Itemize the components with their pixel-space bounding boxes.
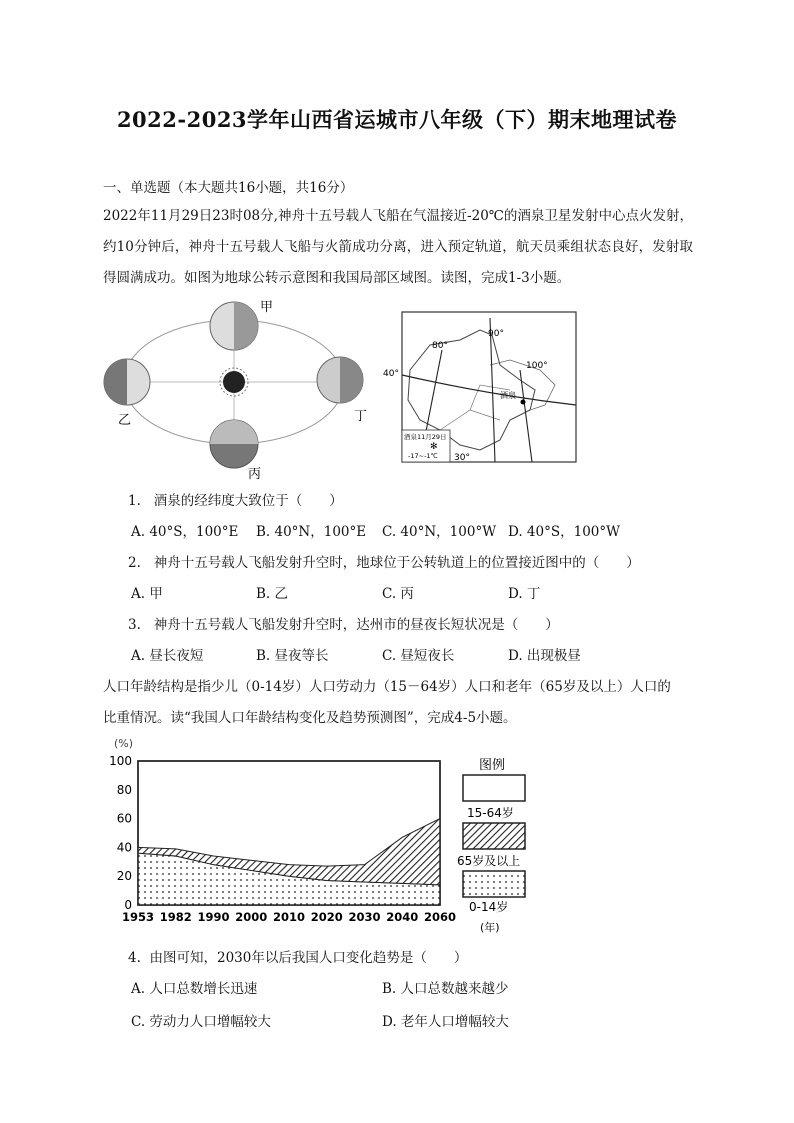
label-yi: 乙 bbox=[118, 413, 132, 428]
svg-text:酒泉11月29日: 酒泉11月29日 bbox=[404, 433, 447, 441]
earth-jia bbox=[210, 302, 258, 350]
chart-legend bbox=[455, 753, 535, 915]
legend-swatch-65plus bbox=[463, 823, 525, 849]
section-heading: 一、单选题（本大题共16小题，共16分） bbox=[103, 180, 354, 196]
q3-option-d: D. 出现极昼 bbox=[508, 648, 581, 664]
q1-option-d: D. 40°S，100°W bbox=[508, 524, 620, 540]
y-tick-label: 80 bbox=[116, 782, 132, 797]
x-tick-label: 2060 bbox=[423, 910, 457, 924]
earth-orbit-figure bbox=[100, 296, 380, 482]
q3-option-a: A. 昼长夜短 bbox=[131, 648, 204, 664]
q1-option-b: B. 40°N，100°E bbox=[256, 524, 367, 540]
q3-option-b: B. 昼夜等长 bbox=[256, 648, 329, 664]
x-tick-label: 2010 bbox=[272, 910, 306, 924]
x-tick-label: 1990 bbox=[197, 910, 230, 924]
label-jia: 甲 bbox=[260, 300, 274, 315]
intro-paragraph: 2022年11月29日23时08分,神舟十五号载人飞船在气温接近-20℃的酒泉卫星发射中心点火发射，约10分钟后，神舟十五号载人飞船与火箭成功分离，进入预定轨道，航天员乘组状态良好，发射取得圆满成功。如图为地球公转示意图和我国局部区域图。读图，完成1-3小题。 bbox=[103, 208, 693, 286]
legend-label-65plus: 65岁及以上 bbox=[457, 854, 521, 868]
earth-yi bbox=[104, 359, 150, 405]
q4-option-b: B. 人口总数越来越少 bbox=[382, 981, 509, 997]
paragraph-2-line-2: 比重情况。读“我国人口年龄结构变化及趋势预测图”，完成4-5小题。 bbox=[103, 710, 517, 726]
svg-text:40°: 40° bbox=[383, 369, 399, 379]
q2-option-a: A. 甲 bbox=[131, 586, 163, 602]
city-label: 酒泉 bbox=[500, 391, 516, 400]
legend-swatch-15-64 bbox=[463, 775, 525, 801]
q4-option-c: C. 劳动力人口增幅较大 bbox=[131, 1014, 271, 1030]
earth-bing bbox=[210, 420, 258, 468]
q3-option-c: C. 昼短夜长 bbox=[382, 648, 455, 664]
question-1: 1. 酒泉的经纬度大致位于（ ） bbox=[128, 493, 343, 509]
q4-option-d: D. 老年人口增幅较大 bbox=[382, 1014, 509, 1030]
q1-option-a: A. 40°S，100°E bbox=[131, 524, 239, 540]
question-4: 4. 由图可知，2030年以后我国人口变化趋势是（ ） bbox=[128, 950, 468, 966]
sun-icon bbox=[223, 371, 245, 393]
q2-option-c: C. 丙 bbox=[382, 586, 414, 602]
y-tick-label: 60 bbox=[116, 811, 132, 826]
legend-label-0-14: 0-14岁 bbox=[469, 900, 509, 914]
earth-ding bbox=[317, 357, 363, 403]
legend-swatch-0-14 bbox=[463, 871, 525, 897]
region-map-figure bbox=[380, 310, 580, 466]
svg-text:✻: ✻ bbox=[430, 442, 438, 452]
x-tick-label: 1953 bbox=[121, 910, 155, 924]
x-tick-label: 1982 bbox=[159, 910, 192, 924]
x-tick-label: 2020 bbox=[310, 910, 343, 924]
y-tick-label: 100 bbox=[109, 754, 132, 768]
label-bing: 丙 bbox=[248, 467, 262, 482]
x-tick-label: 2040 bbox=[386, 910, 419, 924]
svg-text:-17~-1℃: -17~-1℃ bbox=[408, 452, 438, 460]
svg-text:80°: 80° bbox=[432, 341, 448, 351]
q2-option-d: D. 丁 bbox=[508, 586, 541, 602]
y-tick-label: 20 bbox=[116, 869, 132, 884]
page-title: 2022-2023学年山西省运城市八年级（下）期末地理试卷 bbox=[116, 107, 678, 132]
question-2: 2. 神舟十五号载人飞船发射升空时，地球位于公转轨道上的位置接近图中的（ ） bbox=[128, 555, 640, 571]
x-axis-unit: (年) bbox=[480, 921, 500, 933]
legend-title: 图例 bbox=[479, 758, 506, 773]
svg-text:30°: 30° bbox=[454, 453, 470, 463]
y-axis-unit: (%) bbox=[114, 737, 134, 750]
q1-option-c: C. 40°N，100°W bbox=[382, 524, 497, 540]
y-tick-label: 0 bbox=[124, 898, 132, 912]
svg-text:100°: 100° bbox=[526, 361, 548, 371]
legend-label-15-64: 15-64岁 bbox=[467, 806, 514, 820]
y-tick-label: 40 bbox=[116, 840, 132, 855]
q4-option-a: A. 人口总数增长迅速 bbox=[131, 981, 258, 997]
x-tick-label: 2030 bbox=[348, 910, 381, 924]
q2-option-b: B. 乙 bbox=[256, 586, 289, 602]
paragraph-2-line-1: 人口年龄结构是指少儿（0-14岁）人口劳动力（15－64岁）人口和老年（65岁及以上）人口的 bbox=[103, 679, 671, 695]
svg-text:90°: 90° bbox=[488, 329, 504, 339]
question-3: 3. 神舟十五号载人飞船发射升空时，达州市的昼夜长短状况是（ ） bbox=[128, 617, 559, 633]
label-ding: 丁 bbox=[354, 409, 368, 424]
x-tick-label: 2000 bbox=[235, 910, 268, 924]
